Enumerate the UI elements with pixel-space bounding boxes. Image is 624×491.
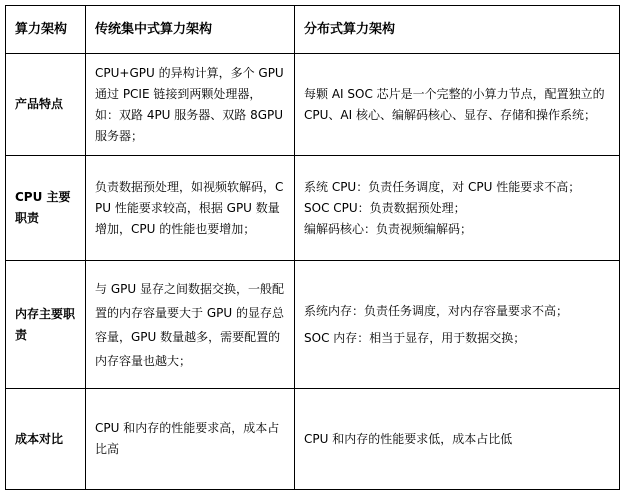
distributed-cost-text: CPU 和内存的性能要求低，成本占比低 <box>304 431 513 446</box>
cell-traditional-product-features <box>86 54 295 156</box>
traditional-cpu-duties-text: 负责数据预处理，如视频软解码，CPU 性能要求较高，根据 GPU 数量增加，CPU 的性能也要增加； <box>95 179 284 236</box>
table-header-row <box>6 6 620 54</box>
distributed-cpu-system-text: 系统 CPU：负责任务调度，对 CPU 性能要求不高； <box>304 179 581 194</box>
header-distributed: 分布式算力架构 <box>295 6 620 54</box>
header-architecture: 算力架构 <box>6 6 86 54</box>
table-row-product-features <box>6 54 620 156</box>
cell-traditional-cpu-duties <box>86 156 295 261</box>
row-label-product-features: 产品特点 <box>6 54 86 156</box>
traditional-memory-duties-text: 与 GPU 显存之间数据交换，一般配置的内存容量要大于 GPU 的显存总容量，GPU 数量越多，需要配置的内存容量也越大； <box>95 281 284 368</box>
cell-distributed-memory-duties <box>295 261 620 389</box>
distributed-cpu-codec-text: 编解码核心：负责视频编解码； <box>304 221 473 236</box>
cell-traditional-memory-duties <box>86 261 295 389</box>
row-label-cost-comparison: 成本对比 <box>6 389 86 490</box>
cell-distributed-cpu-duties <box>295 156 620 261</box>
distributed-memory-soc-text: SOC 内存：相当于显存，用于数据交换； <box>304 330 526 345</box>
distributed-memory-system-text: 系统内存：负责任务调度，对内存容量要求不高； <box>304 303 569 318</box>
table-row-memory-duties <box>6 261 620 389</box>
distributed-cpu-soc-text: SOC CPU：负责数据预处理； <box>304 200 466 215</box>
table-row-cpu-duties <box>6 156 620 261</box>
table-row-cost-comparison <box>6 389 620 490</box>
header-traditional: 传统集中式算力架构 <box>86 6 295 54</box>
row-label-cpu-duties: CPU 主要职责 <box>6 156 86 261</box>
distributed-product-features-text: 每颗 AI SOC 芯片是一个完整的小算力节点，配置独立的 CPU、AI 核心、编解码核心、显存、存储和操作系统； <box>304 86 605 122</box>
cell-distributed-product-features <box>295 54 620 156</box>
cell-traditional-cost <box>86 389 295 490</box>
cell-distributed-cost <box>295 389 620 490</box>
traditional-cost-text: CPU 和内存的性能要求高，成本占比高 <box>95 421 280 456</box>
traditional-product-features-text: CPU+GPU 的异构计算，多个 GPU 通过 PCIE 链接到两颗处理器，如：双路 4PU 服务器、双路 8GPU 服务器； <box>95 65 284 143</box>
architecture-comparison-table <box>5 5 620 490</box>
row-label-memory-duties: 内存主要职责 <box>6 261 86 389</box>
